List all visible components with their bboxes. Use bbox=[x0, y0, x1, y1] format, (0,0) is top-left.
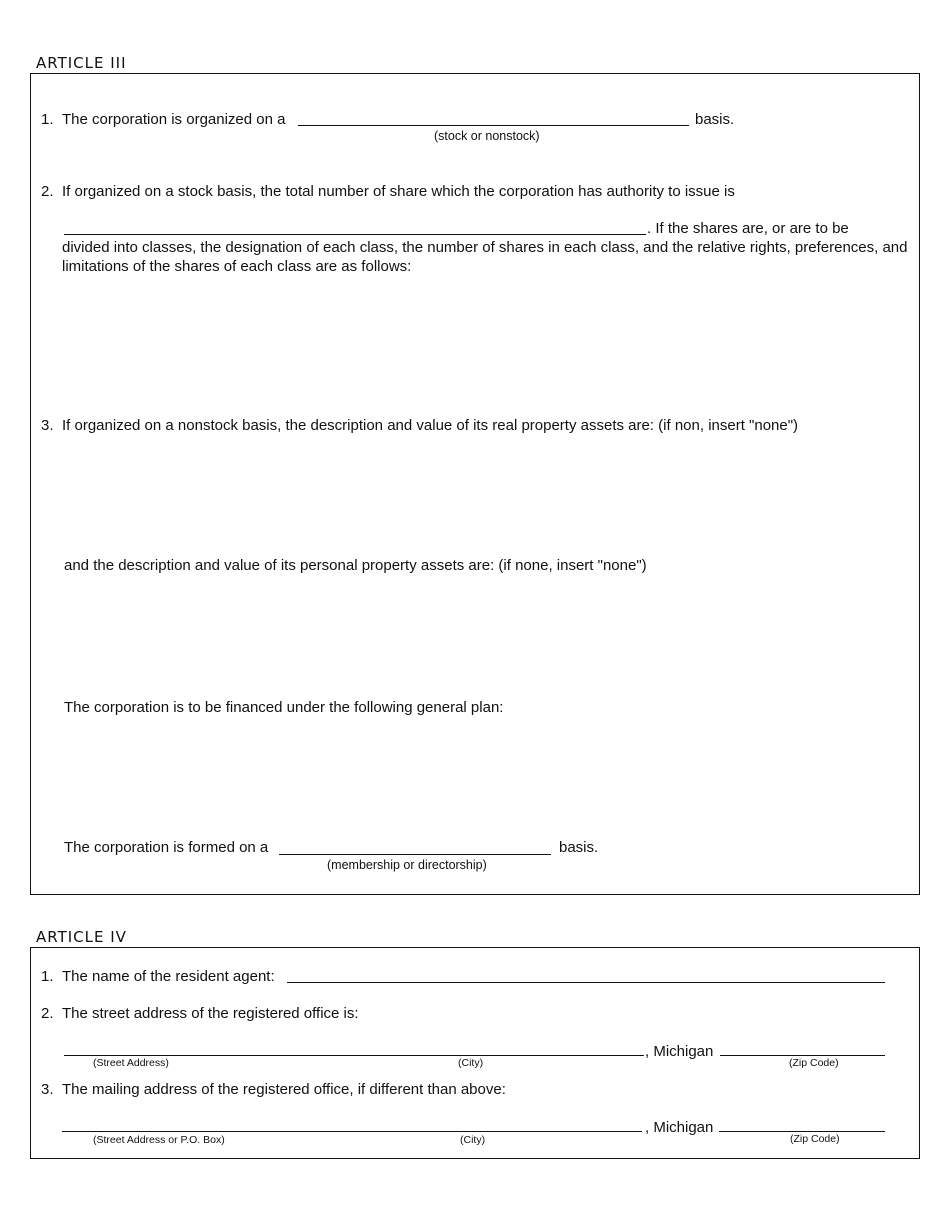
mailing-zip-caption: (Zip Code) bbox=[790, 1133, 840, 1145]
a3-item2-continuation: divided into classes, the designation of each class, the number of shares in each class, and the relative rights, preferences, and limitations of the shares of each class are as follows: bbox=[62, 239, 908, 275]
mailing-zip-field[interactable] bbox=[719, 1131, 885, 1132]
real-property-answer-area[interactable] bbox=[62, 442, 910, 547]
registered-zip-caption: (Zip Code) bbox=[789, 1057, 839, 1069]
formed-basis-caption: (membership or directorship) bbox=[327, 858, 487, 872]
a3-item2-number: 2. bbox=[41, 183, 54, 200]
registered-office-label: The street address of the registered office is: bbox=[62, 1005, 359, 1022]
financing-plan-answer-area[interactable] bbox=[62, 724, 910, 830]
a3-item3-number: 3. bbox=[41, 417, 54, 434]
mailing-address-label: The mailing address of the registered office, if different than above: bbox=[62, 1081, 506, 1098]
resident-agent-field[interactable] bbox=[287, 982, 885, 983]
article-3-heading: ARTICLE III bbox=[36, 54, 127, 72]
mailing-city-caption: (City) bbox=[460, 1134, 486, 1146]
personal-property-text: and the description and value of its personal property assets are: (if none, insert "none") bbox=[64, 557, 647, 574]
a3-item2-text: If organized on a stock basis, the total number of share which the corporation has authority to issue is bbox=[62, 183, 735, 200]
financing-plan-text: The corporation is to be financed under the following general plan: bbox=[64, 699, 504, 716]
a3-item3-text: If organized on a nonstock basis, the description and value of its real property assets are: (if non, insert "none") bbox=[62, 417, 799, 434]
a3-item1-number: 1. bbox=[41, 111, 54, 128]
personal-property-answer-area[interactable] bbox=[62, 582, 910, 690]
resident-agent-label: The name of the resident agent: bbox=[62, 968, 275, 985]
mailing-street-caption: (Street Address or P.O. Box) bbox=[93, 1134, 225, 1146]
registered-state-label: , Michigan bbox=[645, 1043, 714, 1060]
mailing-state-label: , Michigan bbox=[645, 1119, 714, 1136]
registered-street-caption: (Street Address) bbox=[93, 1057, 169, 1069]
a3-item1-basis-label: basis. bbox=[695, 111, 735, 128]
article-4-heading: ARTICLE IV bbox=[36, 928, 127, 946]
a4-item2-number: 2. bbox=[41, 1005, 54, 1022]
registered-street-city-field[interactable] bbox=[64, 1055, 644, 1056]
share-classes-answer-area[interactable] bbox=[62, 282, 910, 402]
a4-item3-number: 3. bbox=[41, 1081, 54, 1098]
a4-item1-number: 1. bbox=[41, 968, 54, 985]
a3-item2-text-after-line: . If the shares are, or are to be bbox=[647, 220, 849, 237]
formed-basis-text: The corporation is formed on a bbox=[64, 839, 269, 856]
mailing-street-city-field[interactable] bbox=[62, 1131, 642, 1132]
formed-basis-label: basis. bbox=[559, 839, 599, 856]
organization-basis-field[interactable] bbox=[298, 125, 689, 126]
a3-item1-text: The corporation is organized on a bbox=[62, 111, 286, 128]
authorized-shares-field[interactable] bbox=[64, 234, 646, 235]
registered-city-caption: (City) bbox=[458, 1057, 484, 1069]
registered-zip-field[interactable] bbox=[720, 1055, 885, 1056]
organization-basis-caption: (stock or nonstock) bbox=[434, 129, 540, 143]
formed-basis-field[interactable] bbox=[279, 854, 551, 855]
